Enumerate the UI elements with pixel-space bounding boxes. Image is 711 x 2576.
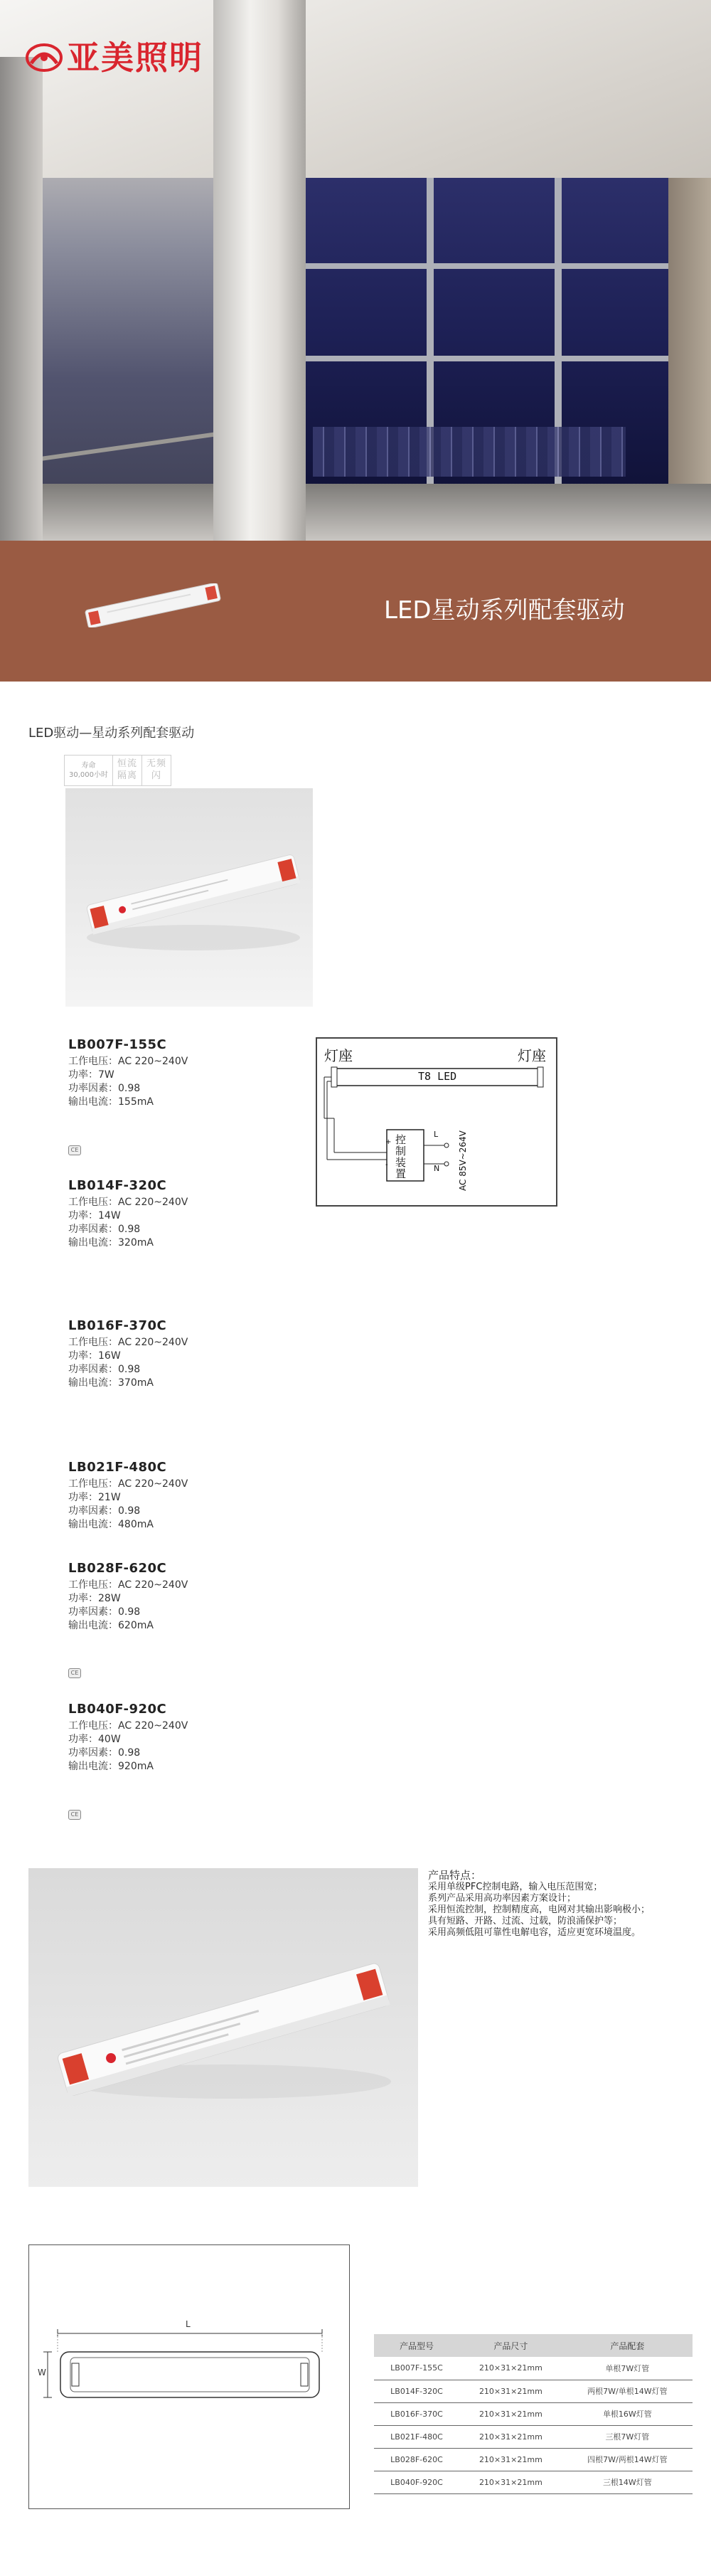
spec-voltage: 工作电压：AC 220~240V <box>68 1056 188 1067</box>
window-mullion <box>299 263 711 269</box>
table-cell: 两根7W/单根14W灯管 <box>562 2380 693 2402</box>
spec-model: LB021F-480C <box>68 1460 167 1475</box>
badge-value: 30,000小时 <box>69 771 108 779</box>
badge-label: 恒流 <box>117 758 138 770</box>
feature-line: 采用恒流控制，控制精度高，电网对其输出影响极小； <box>428 1904 651 1915</box>
product-features <box>428 1870 698 1939</box>
plus-label: + <box>385 1138 392 1146</box>
feature-line: 采用单级PFC控制电路，输入电压范围宽； <box>428 1882 603 1892</box>
product-spec-table <box>374 2334 693 2494</box>
spec-power-factor: 功率因素：0.98 <box>68 1083 141 1094</box>
logo-mark-icon <box>26 42 63 73</box>
table-cell: LB007F-155C <box>374 2357 459 2380</box>
badge-label: 寿命 <box>81 762 96 770</box>
table-cell: 210×31×21mm <box>459 2380 562 2402</box>
isolation-badge <box>113 755 142 786</box>
spec-voltage: 工作电压：AC 220~240V <box>68 1337 188 1348</box>
spec-current: 输出电流：155mA <box>68 1096 154 1108</box>
spec-block <box>68 1037 188 1109</box>
section-title: LED驱动—星动系列配套驱动 <box>28 726 195 741</box>
table-cell: 210×31×21mm <box>459 2448 562 2471</box>
table-row <box>374 2471 693 2493</box>
spec-block <box>68 1702 188 1774</box>
lamp-holder-left-label: 灯座 <box>324 1047 353 1064</box>
spec-model: LB014F-320C <box>68 1178 167 1193</box>
spec-model: LB007F-155C <box>68 1037 167 1052</box>
spec-power-factor: 功率因素：0.98 <box>68 1364 141 1375</box>
spec-voltage: 工作电压：AC 220~240V <box>68 1720 188 1732</box>
spec-power-factor: 功率因素：0.98 <box>68 1747 141 1759</box>
spec-power: 功率：14W <box>68 1210 121 1221</box>
table-row <box>374 2380 693 2402</box>
ce-mark-icon: CE <box>68 1145 81 1155</box>
tube-label: T8 LED <box>418 1070 457 1083</box>
spec-current: 输出电流：620mA <box>68 1620 154 1631</box>
width-label: W <box>38 2368 46 2378</box>
table-cell: LB040F-920C <box>374 2471 459 2493</box>
spec-block <box>68 1460 188 1532</box>
neutral-label: N <box>434 1164 440 1173</box>
table-cell: 单根16W灯管 <box>562 2402 693 2425</box>
spec-power: 功率：7W <box>68 1069 114 1081</box>
table-cell: LB016F-370C <box>374 2402 459 2425</box>
hero-pillar-left <box>0 57 43 541</box>
table-header: 产品配套 <box>562 2334 693 2357</box>
spec-power-factor: 功率因素：0.98 <box>68 1224 141 1235</box>
no-flicker-badge <box>142 755 171 786</box>
brand-name: 亚美照明 <box>67 38 203 77</box>
spec-model: LB040F-920C <box>68 1702 167 1717</box>
table-header-row <box>374 2334 693 2357</box>
table-row <box>374 2448 693 2471</box>
table-row <box>374 2425 693 2448</box>
driver-label: 控制装置 <box>395 1133 407 1180</box>
hero-ceiling <box>0 0 711 178</box>
spec-current: 输出电流：920mA <box>68 1761 154 1772</box>
spec-voltage: 工作电压：AC 220~240V <box>68 1579 188 1591</box>
hero-floor <box>0 484 711 541</box>
spec-power: 功率：21W <box>68 1492 121 1503</box>
spec-model: LB028F-620C <box>68 1561 167 1576</box>
lamp-holder-right-label: 灯座 <box>518 1047 546 1064</box>
spec-current: 输出电流：320mA <box>68 1237 154 1249</box>
city-lights <box>313 427 626 477</box>
features-title: 产品特点： <box>428 1869 482 1882</box>
length-label: L <box>186 2319 191 2329</box>
spec-current: 输出电流：370mA <box>68 1377 154 1389</box>
table-row <box>374 2402 693 2425</box>
table-cell: 四根7W/两根14W灯管 <box>562 2448 693 2471</box>
live-label: L <box>434 1130 439 1139</box>
hero-pillar <box>213 0 306 541</box>
ce-mark-icon: CE <box>68 1668 81 1678</box>
spec-block <box>68 1318 188 1390</box>
table-cell: 210×31×21mm <box>459 2402 562 2425</box>
product-photo-large <box>28 1868 418 2187</box>
feature-line: 采用高频低阻可靠性电解电容，适应更宽环境温度。 <box>428 1927 641 1938</box>
table-cell: 210×31×21mm <box>459 2357 562 2380</box>
spec-voltage: 工作电压：AC 220~240V <box>68 1197 188 1208</box>
spec-power: 功率：40W <box>68 1734 121 1745</box>
spec-power: 功率：28W <box>68 1593 121 1604</box>
spec-power-factor: 功率因素：0.98 <box>68 1505 141 1517</box>
lifetime-badge <box>64 755 113 786</box>
spec-block <box>68 1178 188 1250</box>
elevator-door <box>668 178 711 491</box>
spec-block <box>68 1561 188 1633</box>
brand-logo <box>26 38 203 77</box>
minus-label: - <box>385 1161 388 1169</box>
table-cell: LB014F-320C <box>374 2380 459 2402</box>
table-cell: 三根14W灯管 <box>562 2471 693 2493</box>
table-header: 产品尺寸 <box>459 2334 562 2357</box>
table-cell: 210×31×21mm <box>459 2471 562 2493</box>
banner-title: LED星动系列配套驱动 <box>384 596 625 625</box>
spec-power-factor: 功率因素：0.98 <box>68 1606 141 1618</box>
wiring-diagram <box>316 1037 557 1207</box>
table-row <box>374 2357 693 2380</box>
table-header: 产品型号 <box>374 2334 459 2357</box>
table-cell: 210×31×21mm <box>459 2425 562 2448</box>
driver-illustration <box>65 788 313 1007</box>
table-cell: LB028F-620C <box>374 2448 459 2471</box>
spec-model: LB016F-370C <box>68 1318 167 1333</box>
feature-badges <box>64 754 171 787</box>
badge-label: 隔离 <box>117 770 138 781</box>
input-voltage-label: AC 85V~264V <box>458 1130 468 1191</box>
driver-illustration-large <box>28 1868 418 2187</box>
table-cell: 单根7W灯管 <box>562 2357 693 2380</box>
badge-label: 无频 <box>146 758 167 770</box>
spec-power: 功率：16W <box>68 1350 121 1362</box>
dimension-diagram <box>29 2245 349 2508</box>
ce-mark-icon: CE <box>68 1810 81 1820</box>
table-cell: LB021F-480C <box>374 2425 459 2448</box>
badge-label: 闪 <box>151 770 162 781</box>
window-mullion <box>299 356 711 361</box>
feature-line: 系列产品采用高功率因素方案设计； <box>428 1893 577 1904</box>
driver-product-image <box>78 583 228 627</box>
table-cell: 三根7W灯管 <box>562 2425 693 2448</box>
dimension-drawing <box>28 2244 350 2509</box>
product-photo-small <box>65 788 313 1007</box>
hero-image <box>0 0 711 541</box>
spec-voltage: 工作电压：AC 220~240V <box>68 1478 188 1490</box>
spec-current: 输出电流：480mA <box>68 1519 154 1530</box>
title-banner <box>0 541 711 682</box>
feature-line: 具有短路、开路、过流、过载，防浪涌保护等； <box>428 1916 623 1926</box>
